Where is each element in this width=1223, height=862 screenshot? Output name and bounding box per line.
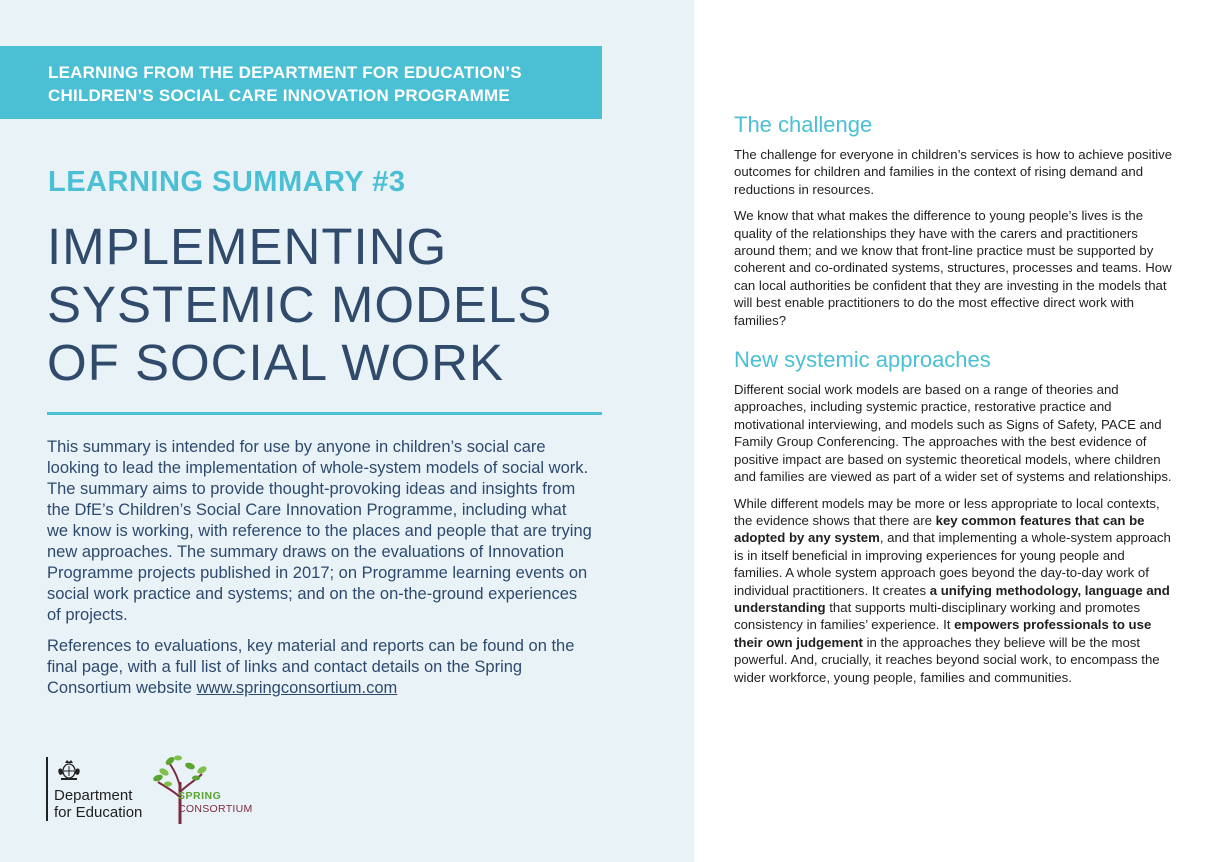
systemic-paragraph-1: Different social work models are based on a range of theories and approaches, including systemic practice, restorative practice and motivational interviewing, and models such as Signs of Safety, PACE and Family Group Conferencing. The approaches with the best evidence of positive impact are based on systemic theoretical models, where children and families are viewed as part of a wider set of systems and relationships. — [734, 382, 1172, 485]
spring-consortium-logo — [150, 752, 270, 827]
programme-banner — [0, 46, 602, 119]
spring-logo-line-1: SPRING — [178, 790, 222, 802]
systemic-p2-part-a: While different models may be more or less appropriate to local contexts, the evidence shows that there are — [734, 495, 1160, 528]
dfe-logo — [46, 757, 143, 821]
page-title — [47, 218, 552, 392]
challenge-paragraph-2: We know that what makes the difference to young people’s lives is the quality of the relationships they have with the carers and practitioners around them; and we know that front-line practice must be supported by coherent and co-ordinated systems, structures, processes and teams. How can local authorities be confident that they are investing in the models that will best enable practitioners to do the most effective direct work with families? — [734, 208, 1172, 328]
intro-paragraph-2 — [47, 636, 592, 699]
intro-paragraph-2-text: References to evaluations, key material and reports can be found on the final page, with a full list of links and contact details on the Spring Consortium website — [47, 637, 575, 697]
section-heading-systemic: New systemic approaches — [734, 347, 991, 373]
banner-line-1: LEARNING FROM THE DEPARTMENT FOR EDUCATION’S — [48, 63, 522, 82]
right-panel — [694, 0, 1223, 862]
spring-consortium-link[interactable]: www.springconsortium.com — [196, 679, 398, 697]
systemic-p2-part-g: in the approaches they believe will be the most powerful. And, crucially, it reaches beyond social work, to encompass the wider workforce, young people, families and communities. — [734, 634, 1160, 685]
dfe-logo-line-1: Department — [54, 787, 133, 804]
title-line-1: IMPLEMENTING — [47, 218, 448, 275]
dfe-logo-text — [54, 787, 142, 821]
spring-logo-text — [178, 790, 253, 816]
systemic-p2-emphasis-3: empowers professionals to use their own judgement — [734, 617, 1152, 650]
systemic-p2-part-e: that supports multi-disciplinary working and promotes consistency in families’ experience. It — [734, 599, 1141, 633]
royal-crest-icon — [56, 759, 82, 781]
intro-text — [47, 437, 592, 709]
systemic-paragraph-2 — [734, 495, 1174, 686]
banner-line-2: CHILDREN’S SOCIAL CARE INNOVATION PROGRAMME — [48, 86, 510, 105]
challenge-paragraph-1: The challenge for everyone in children’s services is how to achieve positive outcomes for children and families in the context of rising demand and reductions in resources. — [734, 147, 1173, 197]
dfe-logo-line-2: for Education — [54, 804, 143, 821]
systemic-p2-emphasis-1: key common features that can be adopted by any system — [734, 512, 1145, 546]
summary-label: LEARNING SUMMARY #3 — [48, 166, 406, 198]
title-line-3: OF SOCIAL WORK — [47, 334, 504, 391]
section-heading-challenge: The challenge — [734, 112, 873, 137]
systemic-p2-emphasis-2: a unifying methodology, language and understanding — [734, 582, 1170, 615]
title-divider — [47, 412, 602, 415]
title-line-2: SYSTEMIC MODELS — [47, 276, 553, 333]
section-body-challenge — [734, 146, 1174, 329]
section-body-systemic — [734, 381, 1174, 686]
systemic-p2-part-c: , and that implementing a whole-system approach is in itself beneficial in improving experiences for young people and families. A whole system approach goes beyond the day-to-day work of individual practitioners. It creates — [734, 530, 1171, 598]
right-column — [734, 112, 1174, 695]
spring-logo-line-2: CONSORTIUM — [178, 803, 253, 815]
intro-paragraph-1: This summary is intended for use by anyone in children’s social care looking to lead the implementation of whole-system models of social work. The summary aims to provide thought-provoking ideas and insights from the DfE’s Children’s Social Care Innovation Programme, including what we know is working, with reference to the places and people that are trying new approaches. The summary draws on the evaluations of Innovation Programme projects published in 2017; on Programme learning events on social work practice and systems; and on the on-the-ground experiences of projects. — [47, 438, 592, 624]
